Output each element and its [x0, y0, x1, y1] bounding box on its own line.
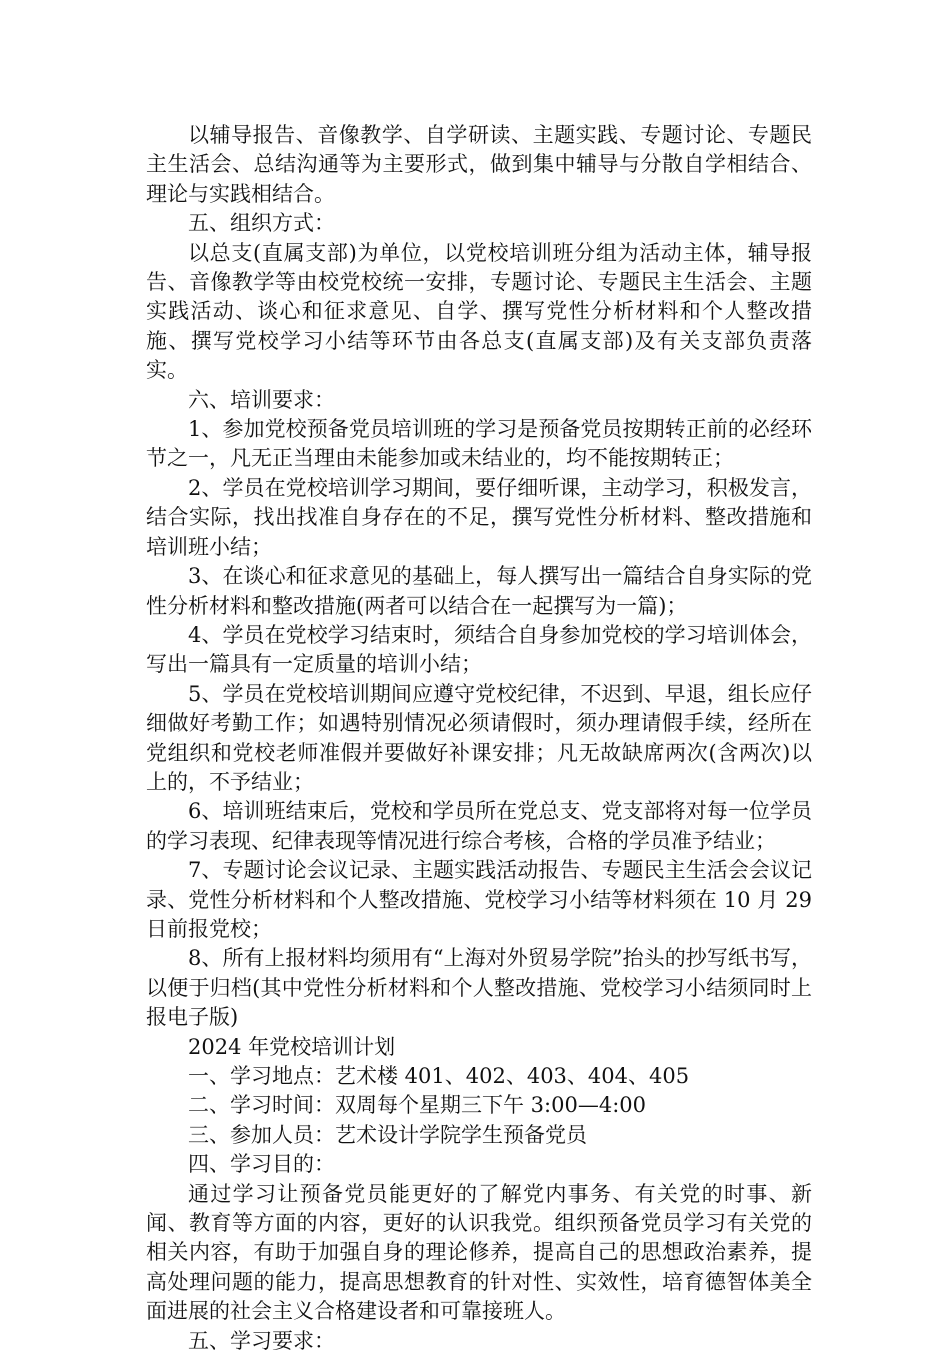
participants: 三、参加人员：艺术设计学院学生预备党员 [188, 1122, 587, 1147]
heading-study-purpose: 四、学习目的： [188, 1152, 335, 1177]
requirement-item-4: 4、学员在党校学习结束时，须结合自身参加党校的学习培训体会，写出一篇具有一定质量的培训小结； [146, 622, 812, 677]
paragraph-study-forms: 以辅导报告、音像教学、自学研读、主题实践、专题讨论、专题民主生活会、总结沟通等为主要形式，做到集中辅导与分散自学相结合、理论与实践相结合。 [146, 123, 812, 206]
paragraph-organization-method: 以总支(直属支部)为单位，以党校培训班分组为活动主体，辅导报告、音像教学等由校党校统一安排，专题讨论、专题民主生活会、主题实践活动、谈心和征求意见、自学、撰写党性分析材料和个人整改措施、撰写党校学习小结等环节由各总支(直属支部)及有关支部负责落实。 [146, 240, 812, 383]
requirement-item-8: 8、所有上报材料均须用有“上海对外贸易学院”抬头的抄写纸书写，以便于归档(其中党性分析材料和个人整改措施、党校学习小结须同时上报电子版) [146, 946, 812, 1030]
heading-study-requirements: 五、学习要求： [188, 1328, 335, 1353]
requirement-item-6: 6、培训班结束后，党校和学员所在党总支、党支部将对每一位学员的学习表现、纪律表现等情况进行综合考核，合格的学员准予结业； [146, 799, 812, 853]
requirement-item-1: 1、参加党校预备党员培训班的学习是预备党员按期转正前的必经环节之一，凡无正当理由未能参加或未结业的，均不能按期转正； [146, 417, 812, 471]
document-body [146, 121, 812, 1356]
plan-title: 2024 年党校培训计划 [188, 1034, 396, 1059]
heading-organization-method: 五、组织方式： [188, 211, 335, 236]
requirement-item-3: 3、在谈心和征求意见的基础上，每人撰写出一篇结合自身实际的党性分析材料和整改措施(两者可以结合在一起撰写为一篇)； [146, 564, 812, 618]
requirement-item-7: 7、专题讨论会议记录、主题实践活动报告、专题民主生活会会议记录、党性分析材料和个人整改措施、党校学习小结等材料须在 10 月 29 日前报党校； [146, 858, 812, 941]
study-location: 一、学习地点：艺术楼 401、402、403、404、405 [188, 1064, 690, 1088]
paragraph-study-purpose: 通过学习让预备党员能更好的了解党内事务、有关党的时事、新闻、教育等方面的内容，更好的认识我党。组织预备党员学习有关党的相关内容，有助于加强自身的理论修养，提高自己的思想政治素养，提高处理问题的能力，提高思想教育的针对性、实效性，培育德智体美全面进展的社会主义合格建设者和可靠接班人。 [146, 1181, 812, 1324]
heading-training-requirements: 六、培训要求： [188, 387, 335, 412]
study-time: 二、学习时间：双周每个星期三下午 3:00—4:00 [188, 1093, 646, 1118]
requirement-item-2: 2、学员在党校培训学习期间，要仔细听课，主动学习，积极发言，结合实际，找出找准自身存在的不足，撰写党性分析材料、整改措施和培训班小结； [146, 475, 812, 559]
requirement-item-5: 5、学员在党校培训期间应遵守党校纪律，不迟到、早退，组长应仔细做好考勤工作；如遇特别情况必须请假时，须办理请假手续，经所在党组织和党校老师准假并要做好补课安排；凡无故缺席两次(含两次)以上的，不予结业； [146, 681, 812, 794]
